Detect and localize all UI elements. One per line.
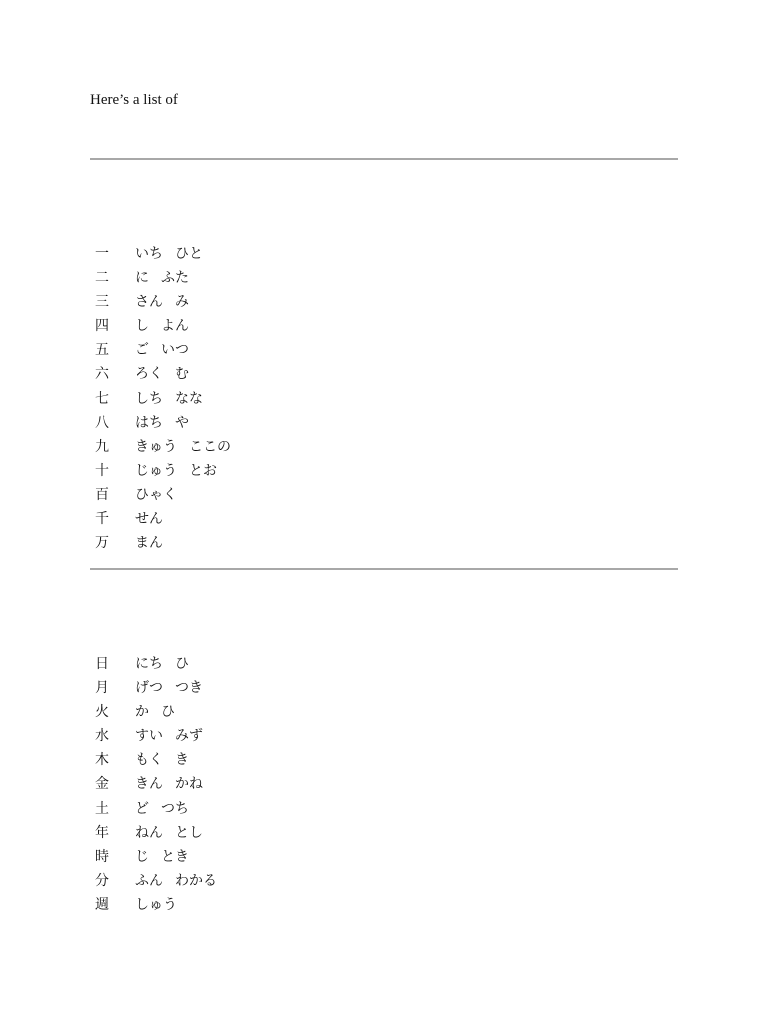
kanji: 三 bbox=[95, 294, 109, 311]
reading-on: か bbox=[135, 704, 149, 721]
reading-kun: ひ bbox=[161, 704, 175, 721]
kanji: 四 bbox=[95, 318, 109, 335]
kanji: 日 bbox=[95, 656, 109, 672]
reading-kun: なな bbox=[175, 390, 203, 407]
kanji: 時 bbox=[95, 848, 109, 865]
kanji: 年 bbox=[95, 824, 109, 841]
list-item bbox=[95, 652, 217, 676]
reading-on: すい bbox=[135, 728, 163, 745]
kanji: 火 bbox=[95, 704, 109, 721]
list-item bbox=[95, 869, 217, 893]
reading-on: まん bbox=[135, 535, 163, 552]
days-list bbox=[95, 652, 217, 917]
list-item bbox=[95, 845, 217, 869]
reading-kun: つき bbox=[175, 680, 203, 697]
list-item bbox=[95, 483, 231, 507]
reading-on: さん bbox=[135, 294, 163, 311]
reading-kun: き bbox=[175, 752, 189, 769]
kanji: 百 bbox=[95, 486, 109, 503]
kanji: 千 bbox=[95, 511, 109, 528]
numbers-list bbox=[95, 242, 231, 555]
list-item bbox=[95, 700, 217, 724]
reading-kun: とお bbox=[189, 462, 217, 479]
list-item bbox=[95, 362, 231, 386]
reading-on: にち bbox=[135, 656, 163, 672]
list-item bbox=[95, 435, 231, 459]
list-item bbox=[95, 387, 231, 411]
reading-kun: つち bbox=[161, 800, 189, 817]
reading-on: し bbox=[135, 318, 149, 335]
reading-on: せん bbox=[135, 511, 163, 528]
reading-on: ど bbox=[135, 800, 149, 817]
intro-text: Here’s a list of bbox=[90, 92, 178, 108]
kanji: 分 bbox=[95, 872, 109, 889]
kanji: 十 bbox=[95, 462, 109, 479]
kanji: 月 bbox=[95, 680, 109, 697]
reading-kun: みず bbox=[175, 728, 203, 745]
reading-on: ひゃく bbox=[135, 486, 177, 503]
reading-kun: ひ bbox=[175, 656, 189, 672]
list-item bbox=[95, 893, 217, 917]
list-item bbox=[95, 507, 231, 531]
reading-kun: とき bbox=[161, 848, 189, 865]
list-item bbox=[95, 266, 231, 290]
reading-kun: ひと bbox=[175, 246, 203, 262]
reading-on: ろく bbox=[135, 366, 163, 383]
divider-middle bbox=[90, 568, 678, 570]
list-item bbox=[95, 724, 217, 748]
reading-kun: よん bbox=[161, 318, 189, 335]
reading-on: しち bbox=[135, 390, 163, 407]
reading-on: きゅう bbox=[135, 438, 177, 455]
reading-kun: や bbox=[175, 414, 189, 431]
reading-on: げつ bbox=[135, 680, 163, 697]
list-item bbox=[95, 676, 217, 700]
kanji: 一 bbox=[95, 246, 109, 262]
reading-kun: わかる bbox=[175, 872, 217, 889]
list-item bbox=[95, 411, 231, 435]
reading-kun: いつ bbox=[161, 342, 189, 359]
list-item bbox=[95, 772, 217, 796]
kanji: 八 bbox=[95, 414, 109, 431]
list-item bbox=[95, 821, 217, 845]
kanji: 木 bbox=[95, 752, 109, 769]
reading-kun: とし bbox=[175, 824, 203, 841]
reading-on: ご bbox=[135, 342, 149, 359]
kanji: 七 bbox=[95, 390, 109, 407]
list-item bbox=[95, 242, 231, 266]
list-item bbox=[95, 748, 217, 772]
kanji: 万 bbox=[95, 535, 109, 552]
reading-on: に bbox=[135, 270, 149, 287]
kanji: 六 bbox=[95, 366, 109, 383]
reading-kun: み bbox=[175, 294, 189, 311]
list-item bbox=[95, 338, 231, 362]
reading-kun: ふた bbox=[161, 270, 189, 287]
reading-on: しゅう bbox=[135, 896, 177, 913]
kanji: 九 bbox=[95, 438, 109, 455]
reading-on: ふん bbox=[135, 872, 163, 889]
list-item bbox=[95, 797, 217, 821]
divider-top bbox=[90, 158, 678, 160]
reading-kun: む bbox=[175, 366, 189, 383]
kanji: 二 bbox=[95, 270, 109, 287]
reading-on: じ bbox=[135, 848, 149, 865]
reading-on: きん bbox=[135, 776, 163, 793]
list-item bbox=[95, 314, 231, 338]
reading-on: じゅう bbox=[135, 462, 177, 479]
reading-on: いち bbox=[135, 246, 163, 262]
reading-on: はち bbox=[135, 414, 163, 431]
reading-kun: かね bbox=[175, 776, 203, 793]
list-item bbox=[95, 290, 231, 314]
reading-on: ねん bbox=[135, 824, 163, 841]
reading-on: もく bbox=[135, 752, 163, 769]
list-item bbox=[95, 459, 231, 483]
kanji: 金 bbox=[95, 776, 109, 793]
kanji: 五 bbox=[95, 342, 109, 359]
reading-kun: ここの bbox=[189, 438, 231, 455]
list-item bbox=[95, 531, 231, 555]
kanji: 水 bbox=[95, 728, 109, 745]
kanji: 土 bbox=[95, 800, 109, 817]
kanji: 週 bbox=[95, 896, 109, 913]
